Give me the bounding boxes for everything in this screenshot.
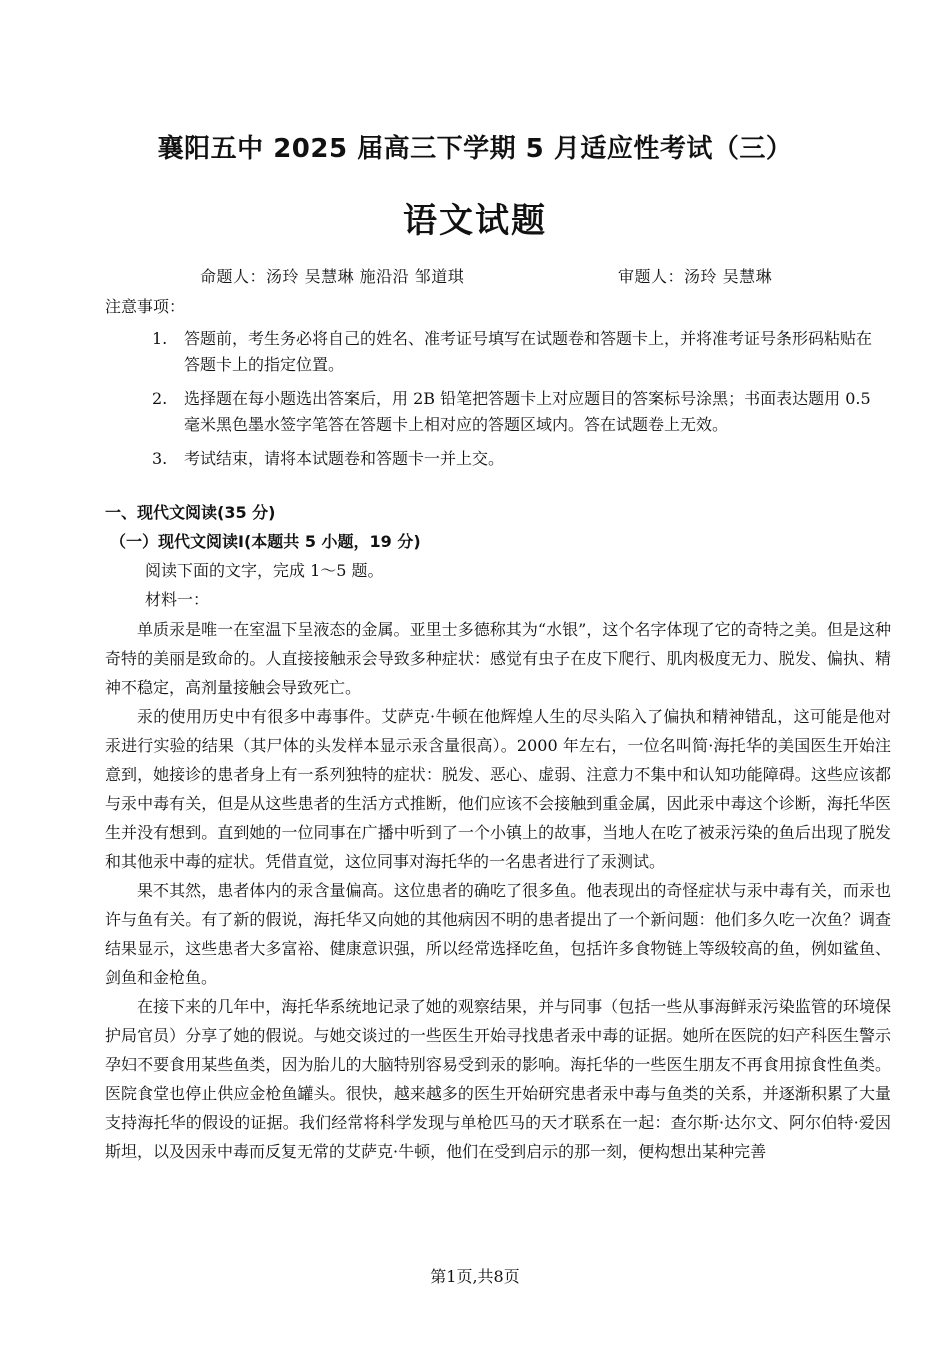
notes-heading: 注意事项： xyxy=(105,297,186,316)
note-item xyxy=(152,446,882,472)
note-number: 3. xyxy=(152,449,168,468)
section-heading: 一、现代文阅读(35 分) xyxy=(105,503,276,522)
passage-paragraph: 汞的使用历史中有很多中毒事件。艾萨克·牛顿在他辉煌人生的尽头陷入了偏执和精神错乱，这可能是他对汞进行实验的结果（其尸体的头发样本显示汞含量很高）。2000 年左右，一位名叫简·海托华的美国医生开始注意到，她接诊的患者身上有一系列独特的症状：脱发、恶心、虚弱、注意力不集中和认知功能障碍。这些应该都与汞中毒有关，但是从这些患者的生活方式推断，他们应该不会接触到重金属，因此汞中毒这个诊断，海托华医生并没有想到。直到她的一位同事在广播中听到了一个小镇上的故事，当地人在吃了被汞污染的鱼后出现了脱发和其他汞中毒的症状。凭借直觉，这位同事对海托华的一名患者进行了汞测试。 xyxy=(105,707,891,871)
exam-title: 襄阳五中 2025 届高三下学期 5 月适应性考试（三） xyxy=(157,134,793,164)
notes-list xyxy=(152,326,882,480)
section-subheading: （一）现代文阅读Ⅰ(本题共 5 小题，19 分) xyxy=(110,532,421,551)
reading-instruction: 阅读下面的文字，完成 1～5 题。 xyxy=(145,561,384,580)
note-number: 2. xyxy=(152,389,168,408)
setters-line: 命题人：汤玲 吴慧琳 施沿沿 邹道琪 xyxy=(200,267,465,286)
note-text: 答题前，考生务必将自己的姓名、准考证号填写在试题卷和答题卡上，并将准考证号条形码粘贴在答题卡上的指定位置。 xyxy=(184,329,873,374)
reviewers-line: 审题人：汤玲 吴慧琳 xyxy=(618,267,773,286)
note-text: 考试结束，请将本试题卷和答题卡一并上交。 xyxy=(184,449,505,468)
page-number-footer: 第1页,共8页 xyxy=(430,1267,520,1286)
passage-paragraph: 果不其然，患者体内的汞含量偏高。这位患者的确吃了很多鱼。他表现出的奇怪症状与汞中毒有关，而汞也许与鱼有关。有了新的假说，海托华又向她的其他病因不明的患者提出了一个新问题：他们多久吃一次鱼？调查结果显示，这些患者大多富裕、健康意识强，所以经常选择吃鱼，包括许多食物链上等级较高的鱼，例如鲨鱼、剑鱼和金枪鱼。 xyxy=(105,881,891,987)
passage-paragraph: 在接下来的几年中，海托华系统地记录了她的观察结果，并与同事（包括一些从事海鲜汞污染监管的环境保护局官员）分享了她的假说。与她交谈过的一些医生开始寻找患者汞中毒的证据。她所在医院的妇产科医生警示孕妇不要食用某些鱼类，因为胎儿的大脑特别容易受到汞的影响。海托华的一些医生朋友不再食用掠食性鱼类。医院食堂也停止供应金枪鱼罐头。很快，越来越多的医生开始研究患者汞中毒与鱼类的关系，并逐渐积累了大量支持海托华的假设的证据。我们经常将科学发现与单枪匹马的天才联系在一起：查尔斯·达尔文、阿尔伯特·爱因斯坦，以及因汞中毒而反复无常的艾萨克·牛顿，他们在受到启示的那一刻，便构想出某种完善 xyxy=(105,997,891,1161)
passage-paragraph: 单质汞是唯一在室温下呈液态的金属。亚里士多德称其为“水银”，这个名字体现了它的奇特之美。但是这种奇特的美丽是致命的。人直接接触汞会导致多种症状：感觉有虫子在皮下爬行、肌肉极度无力、脱发、偏执、精神不稳定，高剂量接触会导致死亡。 xyxy=(105,620,891,697)
note-item xyxy=(152,386,882,438)
note-text: 选择题在每小题选出答案后，用 2B 铅笔把答题卡上对应题目的答案标号涂黑；书面表达题用 0.5 毫米黑色墨水签字笔答在答题卡上相对应的答题区域内。答在试题卷上无效。 xyxy=(184,389,871,434)
note-item xyxy=(152,326,882,378)
note-number: 1. xyxy=(152,329,168,348)
subject-title: 语文试题 xyxy=(403,201,547,241)
passage-body xyxy=(105,615,891,1166)
material-label: 材料一： xyxy=(145,590,210,609)
